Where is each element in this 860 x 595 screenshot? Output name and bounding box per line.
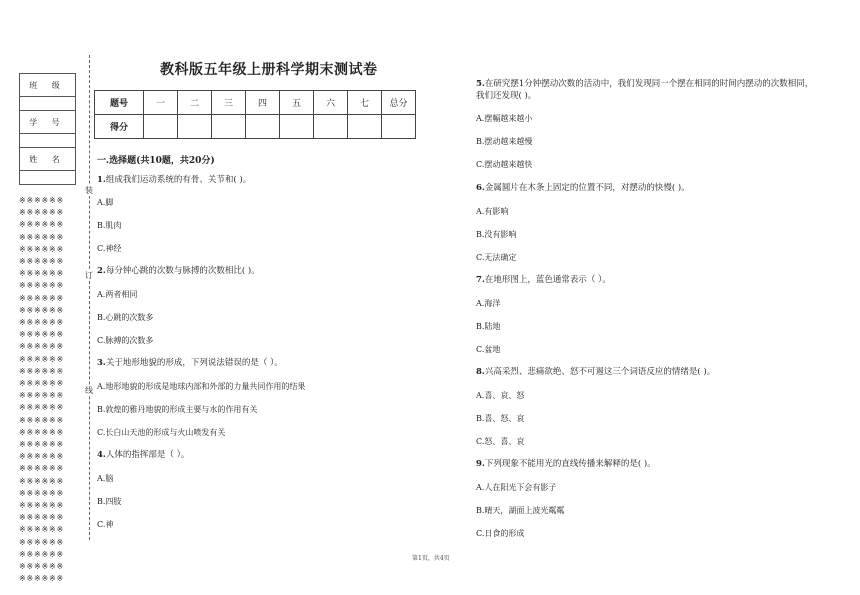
score-col-5: 五 [280,91,314,115]
option: C.神经 [97,244,122,253]
option: A.两者相同 [97,290,138,299]
question-text: 在地形图上，蓝色通常表示（ ）。 [484,275,611,285]
option: B.陆地 [476,322,501,331]
option: B.没有影响 [476,230,517,239]
option: B.心跳的次数多 [97,313,154,322]
score-table-score-row [95,115,416,139]
binding-char-xian: 线 [85,386,93,395]
score-cell [212,115,246,139]
question-text: 在研究摆1分钟摆动次数的活动中，我们发现同一个摆在相同的时间内摆动的次数相同，我们还发现( )。 [476,79,814,101]
option: C.怒、喜、哀 [476,437,525,446]
score-cell [246,115,280,139]
question-number: 8. [476,367,485,377]
question-number: 1. [97,175,106,185]
score-col-1: 一 [144,91,178,115]
score-col-4: 四 [246,91,280,115]
option: A.脑 [97,474,114,483]
class-blank [20,97,76,111]
option: C.日食的形成 [476,529,525,538]
question-text: 人体的指挥部是（ ）。 [105,450,190,460]
question-9 [476,458,821,470]
class-label: 班 级 [20,74,76,97]
score-col-6: 六 [314,91,348,115]
question-3 [97,357,427,369]
name-blank [20,171,76,185]
binding-char-zhuang: 装 [85,186,93,195]
option: A.海洋 [476,299,501,308]
score-cell [314,115,348,139]
question-6 [476,182,821,194]
option: B.晴天，湖面上波光粼粼 [476,506,565,515]
option: B.四肢 [97,497,122,506]
option: A.摆幅越来越小 [476,114,533,123]
score-col-total: 总分 [382,91,416,115]
question-4 [97,449,427,461]
option: C.脉搏的次数多 [97,336,154,345]
score-cell [348,115,382,139]
question-number: 9. [476,459,485,469]
option: B.喜、怒、哀 [476,414,525,423]
score-table [94,90,416,139]
option: A.地形地貌的形成是地球内部和外部的力量共同作用的结果 [97,382,306,391]
option: B.敦煌的雅丹地貌的形成主要与水的作用有关 [97,405,258,414]
score-cell [144,115,178,139]
question-7 [476,274,821,286]
option: B.肌肉 [97,221,122,230]
student-number-blank [20,134,76,148]
question-text: 兴高采烈、悲痛欲绝、怒不可遏这三个词语反应的情绪是( )。 [484,367,716,377]
question-number: 7. [476,275,485,285]
option: A.脚 [97,198,114,207]
question-number: 3. [97,358,106,368]
option: A.有影响 [476,207,509,216]
score-col-3: 三 [212,91,246,115]
binding-pattern: ※※※※※※ ※※※※※※ ※※※※※※ ※※※※※※ ※※※※※※ ※※※※※※ ※※※※※※ ※※※※※※ ※※※※※※ ※※※※※※ ※※※※※※ ※※※※※※ ※※※※※※ ※※※※※※ ※※※※※※ ※※※※※※ ※※※※※※ ※※※※※※ ※※※※※※ ※※※※※※ ※※※※※※ ※※※※※※ ※※※※※※ ※※※※※※ ※※※※※※ ※※※※※※ ※※※※※※ ※※※※※※ ※※※※※※ ※※※※※※ ※※※※※※ ※※※※※※ [19,196,65,584]
student-number-label: 学 号 [20,111,76,134]
option: C.盆地 [476,345,501,354]
score-col-2: 二 [178,91,212,115]
student-info-table [19,73,76,185]
score-cell [178,115,212,139]
question-2 [97,265,427,277]
score-cell [280,115,314,139]
page-footer: 第1页，共4页 [412,555,450,562]
question-number: 4. [97,450,106,460]
question-1 [97,174,427,186]
question-number: 5. [476,79,485,89]
section-heading: 一.选择题(共10题，共20分) [97,156,215,166]
question-text: 下列现象不能用光的直线传播来解释的是( )。 [484,459,656,469]
option: C.长白山天池的形成与火山喷发有关 [97,428,226,437]
option: C.神 [97,520,114,529]
question-number: 6. [476,183,485,193]
question-5 [476,78,821,102]
question-text: 关于地形地貌的形成，下列说法错误的是（ ）。 [105,358,283,368]
option: C.无法确定 [476,253,517,262]
question-text: 每分钟心跳的次数与脉搏的次数相比( )。 [105,266,260,276]
score-table-header-row [95,91,416,115]
question-text: 金属圆片在木条上固定的位置不同，对摆动的快慢( )。 [484,183,690,193]
question-number-header: 题号 [95,91,144,115]
score-header: 得分 [95,115,144,139]
option: C.摆动越来越快 [476,160,533,169]
question-number: 2. [97,266,106,276]
score-cell [382,115,416,139]
option: A.人在阳光下会有影子 [476,483,557,492]
binding-char-ding: 订 [85,271,93,280]
question-text: 组成我们运动系统的有骨、关节和( )。 [105,175,252,185]
name-label: 姓 名 [20,148,76,171]
option: A.喜、哀、怒 [476,391,525,400]
page-title: 教科版五年级上册科学期末测试卷 [160,62,378,78]
question-8 [476,366,821,378]
option: B.摆动越来越慢 [476,137,533,146]
binding-cut-line [89,55,90,540]
score-col-7: 七 [348,91,382,115]
